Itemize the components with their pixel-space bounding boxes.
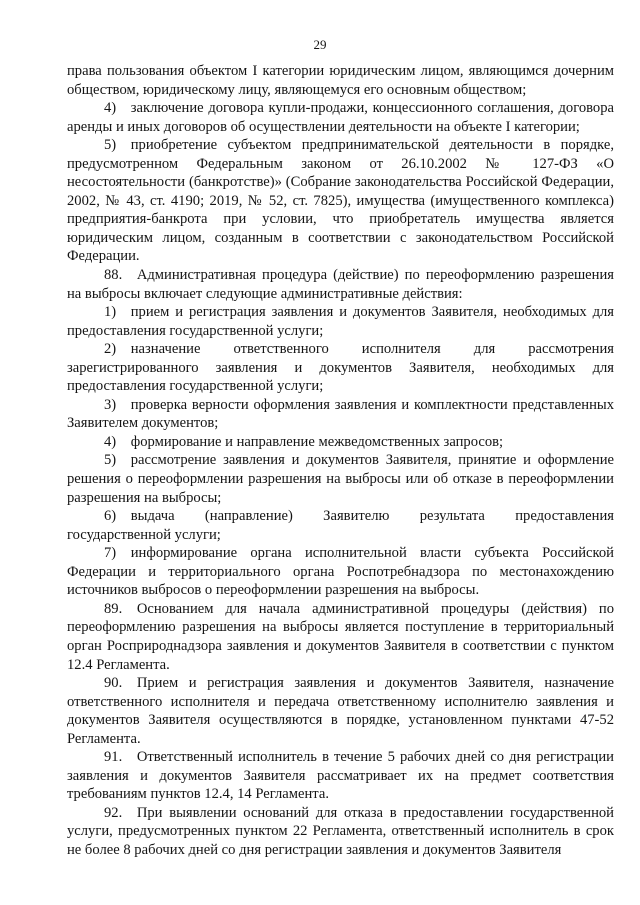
action-item-7: 7) информирование органа исполнительной власти субъекта Российской Федерации и территориального органа Роспотребнадзора по местонахождению источников выбросов о переоформлении разрешения на выбросы.: [67, 545, 614, 599]
paragraph-continuation: права пользования объектом I категории юридическим лицом, являющимся дочерним обществом, юридическому лицу, являющемуся его основным обществом;: [67, 63, 614, 98]
action-item-1: 1) прием и регистрация заявления и документов Заявителя, необходимых для предоставления государственной услуги;: [67, 304, 614, 339]
action-item-5: 5) рассмотрение заявления и документов Заявителя, принятие и оформление решения о переоформлении разрешения на выбросы или об отказе в переоформлении разрешения на выбросы;: [67, 452, 614, 506]
action-item-4: 4) формирование и направление межведомственных запросов;: [104, 433, 504, 450]
paragraph-92: 92. При выявлении оснований для отказа в предоставлении государственной услуги, предусмотренных пунктом 22 Регламента, ответственный исполнитель в срок не более 8 рабочих дней со дня регистрации заявления и документов Заявителя: [67, 804, 614, 858]
action-item-2: 2) назначение ответственного исполнителя для рассмотрения зарегистрированного заявления и документов Заявителя, необходимых для предоставления государственной услуги;: [67, 341, 614, 395]
list-item-4: 4) заключение договора купли-продажи, концессионного соглашения, договора аренды и иных договоров об осуществлении деятельности на объекте I категории;: [67, 100, 614, 135]
action-item-3: 3) проверка верности оформления заявления и комплектности представленных Заявителем документов;: [67, 396, 614, 432]
list-item-5: 5) приобретение субъектом предпринимательской деятельности в порядке, предусмотренном Федеральным законом от 26.10.2002 № 127-ФЗ «О несостоятельности (банкротстве)» (Собрание законодательства Российской Федерации, 2002, № 43, ст. 4190; 2019, № 52, ст. 7825), имущества (имущественного комплекса) предприятия-банкрота при условии, что приобретатель имущества является юридическим лицом, созданным в соответствии с законодательством Российской Федерации.: [67, 137, 614, 265]
paragraph-89: 89. Основанием для начала административной процедуры (действия) по переоформлению разрешения на выбросы является поступление в территориальный орган Росприроднадзора заявления и документов Заявителя в соответствии с пунктом 12.4 Регламента.: [67, 600, 614, 673]
document-body: [67, 62, 614, 860]
paragraph-90: 90. Прием и регистрация заявления и документов Заявителя, назначение ответственного исполнителя и передача ответственному исполнителю заявления и документов Заявителя осуществляются в порядке, установленном пунктами 47-52 Регламента.: [67, 675, 614, 747]
action-item-6: 6) выдача (направление) Заявителю результата предоставления государственной услуги;: [67, 508, 614, 543]
paragraph-88: 88. Административная процедура (действие) по переоформлению разрешения на выбросы включает следующие административные действия:: [67, 267, 614, 302]
page-number: 29: [313, 37, 327, 52]
paragraph-91: 91. Ответственный исполнитель в течение 5 рабочих дней со дня регистрации заявления и документов Заявителя рассматривает их на предмет соответствия требованиям пунктов 12.4, 14 Регламента.: [67, 749, 614, 803]
